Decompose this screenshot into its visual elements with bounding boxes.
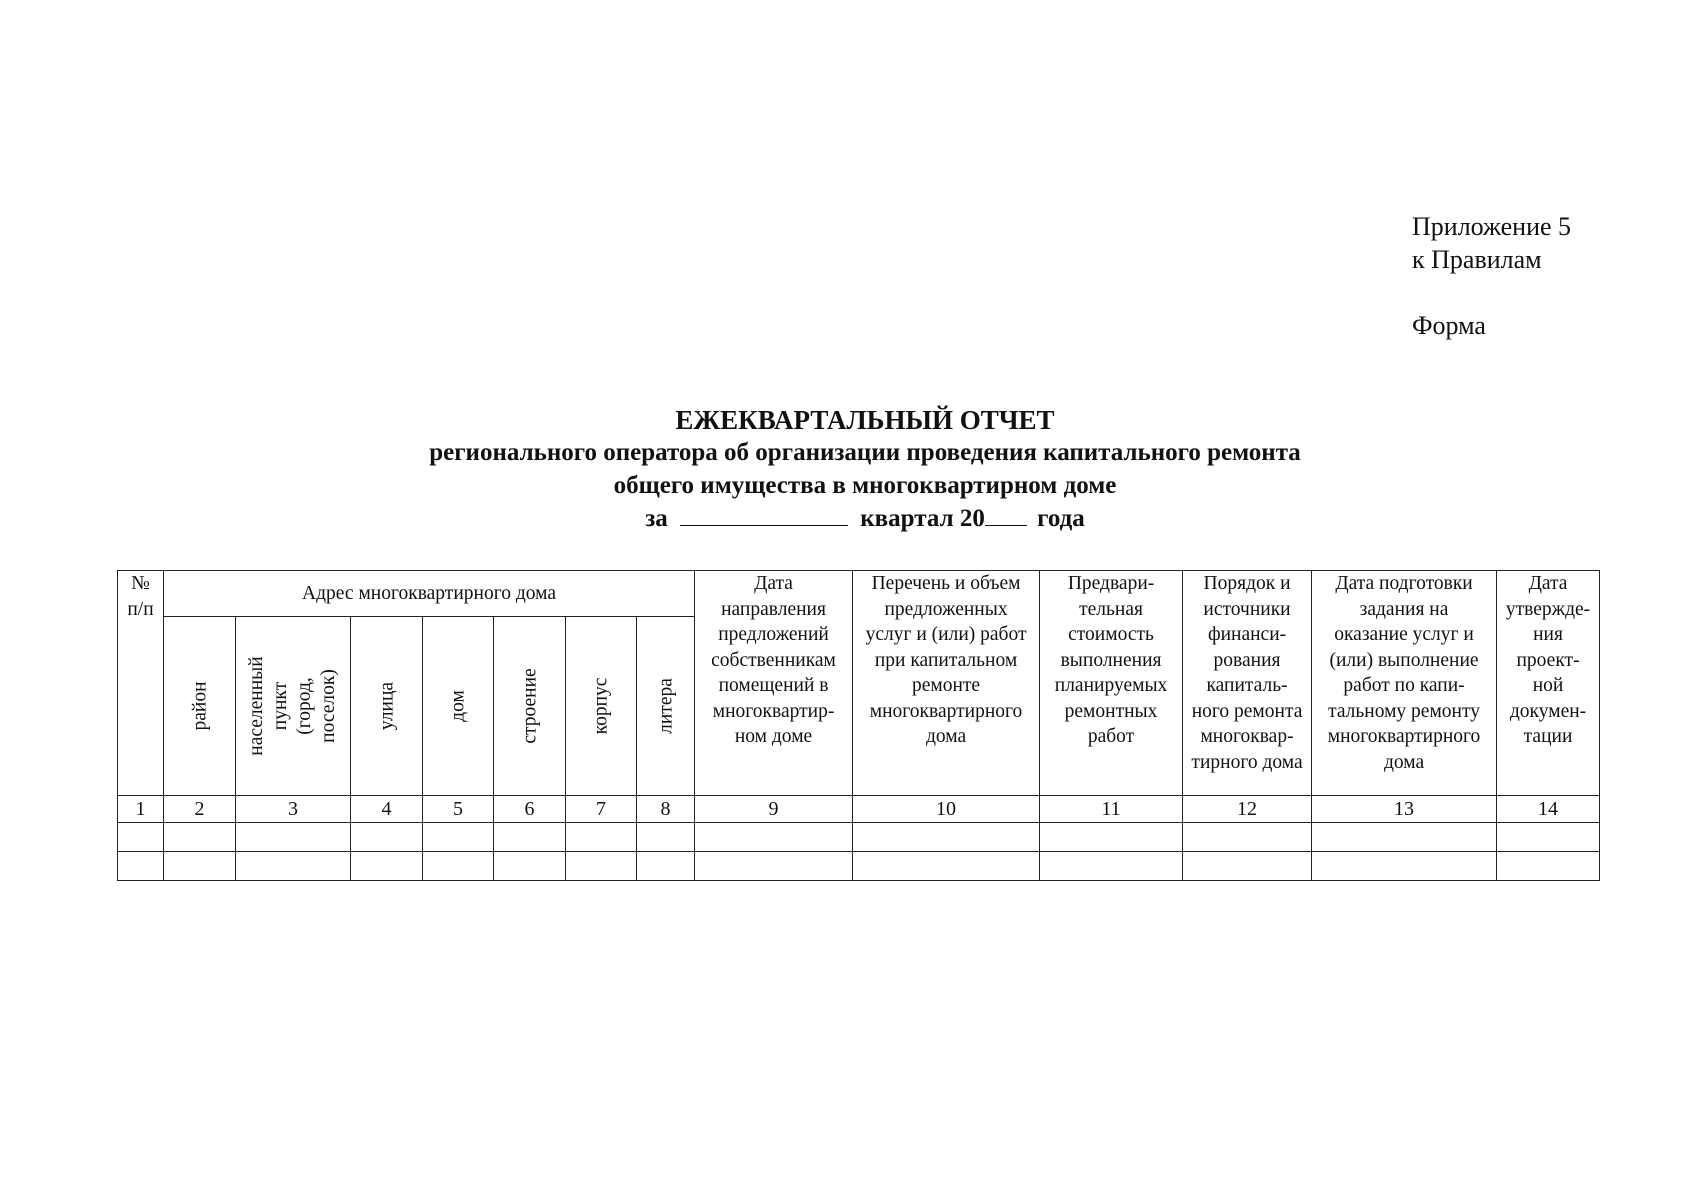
header-approval-date: Дата утвержде- ния проект- ной докумен- тации [1497, 571, 1600, 796]
table-cell [118, 852, 164, 881]
table-cell [351, 852, 423, 881]
period-mid: квартал 20 [860, 505, 985, 532]
subheader-street: улица [351, 617, 423, 796]
table-cell [637, 823, 695, 852]
column-number: 2 [164, 796, 236, 823]
table-cell [695, 852, 853, 881]
table-cell [1040, 823, 1183, 852]
subheader-house: дом [423, 617, 494, 796]
column-number: 3 [236, 796, 351, 823]
table-cell [494, 852, 566, 881]
table-cell [1497, 823, 1600, 852]
table-row [118, 852, 1600, 881]
header-task-date: Дата подготовки задания на оказание услуг и (или) выполнение работ по капи- тальному ремонту многоквартирного дома [1312, 571, 1497, 796]
subheader-litera: литера [637, 617, 695, 796]
table-cell [236, 823, 351, 852]
header-row [118, 571, 1600, 617]
appendix-number: Приложение 5 [1412, 212, 1572, 241]
column-number: 8 [637, 796, 695, 823]
table-cell [1312, 823, 1497, 852]
subheader-rayon: район [164, 617, 236, 796]
title-subtitle-1: регионального оператора об организации проведения капитального ремонта [429, 439, 1301, 466]
column-numbers-row [118, 796, 1600, 823]
column-number: 14 [1497, 796, 1600, 823]
column-number: 7 [566, 796, 637, 823]
column-number: 10 [853, 796, 1040, 823]
table-cell [164, 852, 236, 881]
table-cell [853, 823, 1040, 852]
appendix-reference: к Правилам [1412, 245, 1542, 274]
subheader-settlement: населенный пункт (город, поселок) [236, 617, 351, 796]
header-address: Адрес многоквартирного дома [164, 571, 695, 617]
table-cell [423, 823, 494, 852]
column-number: 6 [494, 796, 566, 823]
title-period-line [0, 502, 1697, 535]
table-cell [566, 852, 637, 881]
table-cell [236, 852, 351, 881]
table-cell [164, 823, 236, 852]
column-number: 4 [351, 796, 423, 823]
table-cell [637, 852, 695, 881]
header-proposal-date: Дата направления предложений собственникам помещений в многоквартир- ном доме [695, 571, 853, 796]
subheader-korpus: корпус [566, 617, 637, 796]
period-suffix: года [1037, 505, 1085, 532]
table-cell [853, 852, 1040, 881]
report-table [117, 570, 1600, 881]
quarter-blank [680, 503, 848, 526]
title-subtitle-2: общего имущества в многоквартирном доме [613, 472, 1117, 499]
table-cell [1040, 852, 1183, 881]
year-blank [985, 503, 1027, 526]
table-cell [1183, 823, 1312, 852]
table-cell [1497, 852, 1600, 881]
column-number: 5 [423, 796, 494, 823]
title-main: ЕЖЕКВАРТАЛЬНЫЙ ОТЧЕТ [675, 405, 1055, 435]
table-cell [494, 823, 566, 852]
column-number: 13 [1312, 796, 1497, 823]
header-financing: Порядок и источники финанси- рования капиталь- ного ремонта многоквар- тирного дома [1183, 571, 1312, 796]
table-cell [423, 852, 494, 881]
period-prefix: за [645, 505, 668, 532]
column-number: 1 [118, 796, 164, 823]
table-cell [566, 823, 637, 852]
column-number: 12 [1183, 796, 1312, 823]
form-label: Форма [1412, 311, 1486, 340]
header-services-list: Перечень и объем предложенных услуг и (или) работ при капитальном ремонте многоквартирного дома [853, 571, 1040, 796]
header-estimated-cost: Предвари- тельная стоимость выполнения планируемых ремонтных работ [1040, 571, 1183, 796]
table-cell [1183, 852, 1312, 881]
appendix-block [1412, 210, 1571, 342]
table-cell [351, 823, 423, 852]
column-number: 9 [695, 796, 853, 823]
subheader-building: строение [494, 617, 566, 796]
header-number: № п/п [118, 571, 164, 796]
table-cell [695, 823, 853, 852]
table-row [118, 823, 1600, 852]
report-title [0, 404, 1697, 535]
table-cell [1312, 852, 1497, 881]
table-cell [118, 823, 164, 852]
column-number: 11 [1040, 796, 1183, 823]
